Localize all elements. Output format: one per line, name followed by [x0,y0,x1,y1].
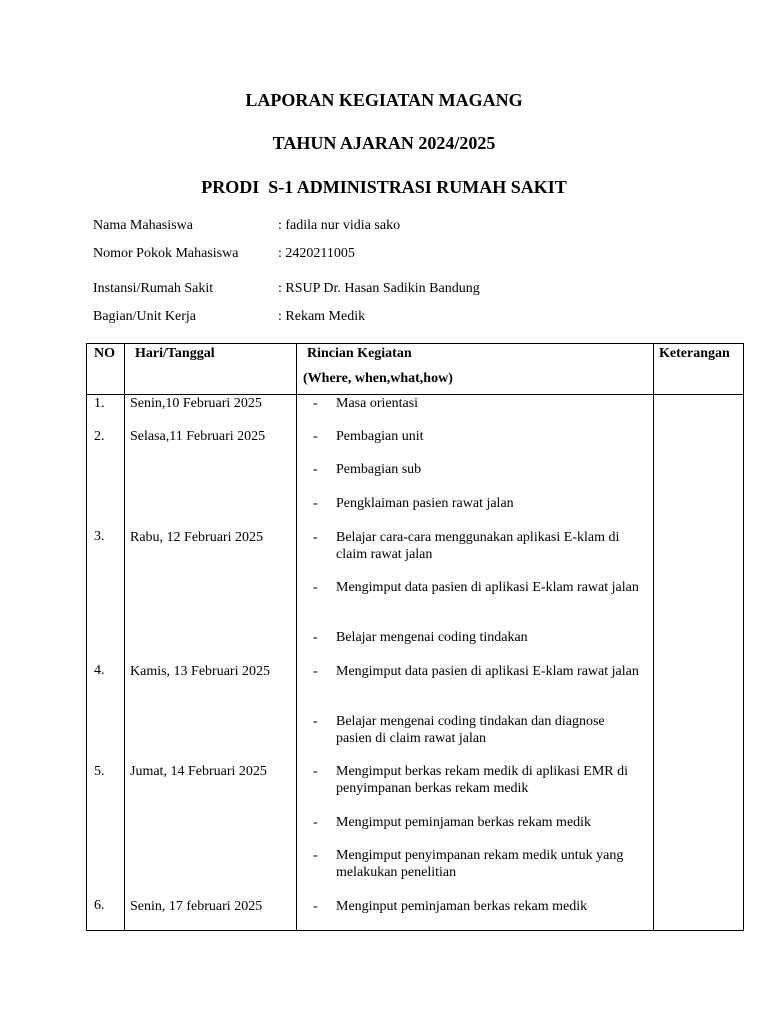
column-header-date: Hari/Tanggal [135,346,215,361]
activity-text: Mengimput penyimpanan rekam medik untuk yang melakukan penelitian [336,848,624,880]
activity-text: Belajar mengenai coding tindakan dan diagnose pasien di claim rawat jalan [336,714,605,746]
row-number: 3. [94,529,105,544]
bullet-dash: - [313,815,318,830]
activity-text: Menginput peminjaman berkas rekam medik [336,899,588,914]
row-date: Senin, 17 februari 2025 [130,899,263,914]
activity-item [309,898,639,915]
student-number-label: Nomor Pokok Mahasiswa [93,246,239,261]
report-title: LAPORAN KEGIATAN MAGANG [245,90,523,110]
student-name-label: Nama Mahasiswa [93,218,193,233]
bullet-dash: - [313,848,318,863]
activity-item [309,579,639,596]
activity-text: Pengklaiman pasien rawat jalan [336,496,514,511]
bullet-dash: - [313,664,318,679]
row-date: Kamis, 13 Februari 2025 [130,664,270,679]
row-date: Selasa,11 Februari 2025 [130,429,266,444]
column-divider [296,344,297,930]
activity-item [309,495,639,512]
row-number: 6. [94,898,105,913]
work-unit-row [93,307,693,327]
bullet-dash: - [313,462,318,477]
row-date: Jumat, 14 Februari 2025 [130,764,267,779]
activity-item [309,629,639,646]
activity-item [309,461,639,478]
row-date: Senin,10 Februari 2025 [130,396,262,411]
activity-item [309,529,639,563]
activity-text: Pembagian unit [336,429,424,444]
student-number-row [93,244,693,264]
institution-row [93,279,693,299]
column-header-activities: Rincian Kegiatan [307,346,412,361]
activity-text: Mengimput peminjaman berkas rekam medik [336,815,592,830]
column-divider [124,344,125,930]
bullet-dash: - [313,899,318,914]
activity-text: Belajar cara-cara menggunakan aplikasi E-klam di claim rawat jalan [336,530,620,562]
bullet-dash: - [313,580,318,595]
work-unit-label: Bagian/Unit Kerja [93,309,197,324]
bullet-dash: - [313,764,318,779]
activity-item [309,663,639,680]
activity-item [309,713,639,747]
bullet-dash: - [313,396,318,411]
activity-text: Mengimput data pasien di aplikasi E-klam rawat jalan [336,664,639,679]
column-header-no: NO [94,346,115,361]
activity-table [86,343,744,931]
activity-text: Pembagian sub [336,462,422,477]
institution-value: : RSUP Dr. Hasan Sadikin Bandung [278,281,480,296]
activity-item [309,847,639,881]
activity-text: Mengimput data pasien di aplikasi E-klam rawat jalan [336,580,639,595]
institution-label: Instansi/Rumah Sakit [93,281,214,296]
student-number-value: : 2420211005 [278,246,355,261]
academic-year: TAHUN AJARAN 2024/2025 [272,133,496,153]
activity-item [309,814,639,831]
column-header-remarks: Keterangan [659,346,730,361]
activity-text: Belajar mengenai coding tindakan [336,630,528,645]
study-program: PRODI S-1 ADMINISTRASI RUMAH SAKIT [201,177,567,197]
student-name-row [93,216,693,236]
bullet-dash: - [313,630,318,645]
activity-item [309,763,639,797]
activity-item [309,395,639,412]
row-number: 1. [94,396,105,411]
column-header-activities-note: (Where, when,what,how) [303,371,453,386]
work-unit-value: : Rekam Medik [278,309,366,324]
student-name-value: : fadila nur vidia sako [278,218,401,233]
bullet-dash: - [313,714,318,729]
row-number: 4. [94,663,105,678]
bullet-dash: - [313,429,318,444]
activity-text: Masa orientasi [336,396,419,411]
activity-item [309,428,639,445]
bullet-dash: - [313,530,318,545]
activity-text: Mengimput berkas rekam medik di aplikasi EMR di penyimpanan berkas rekam medik [336,764,629,796]
row-date: Rabu, 12 Februari 2025 [130,530,263,545]
row-number: 2. [94,429,105,444]
bullet-dash: - [313,496,318,511]
column-divider [653,344,654,930]
row-number: 5. [94,764,105,779]
